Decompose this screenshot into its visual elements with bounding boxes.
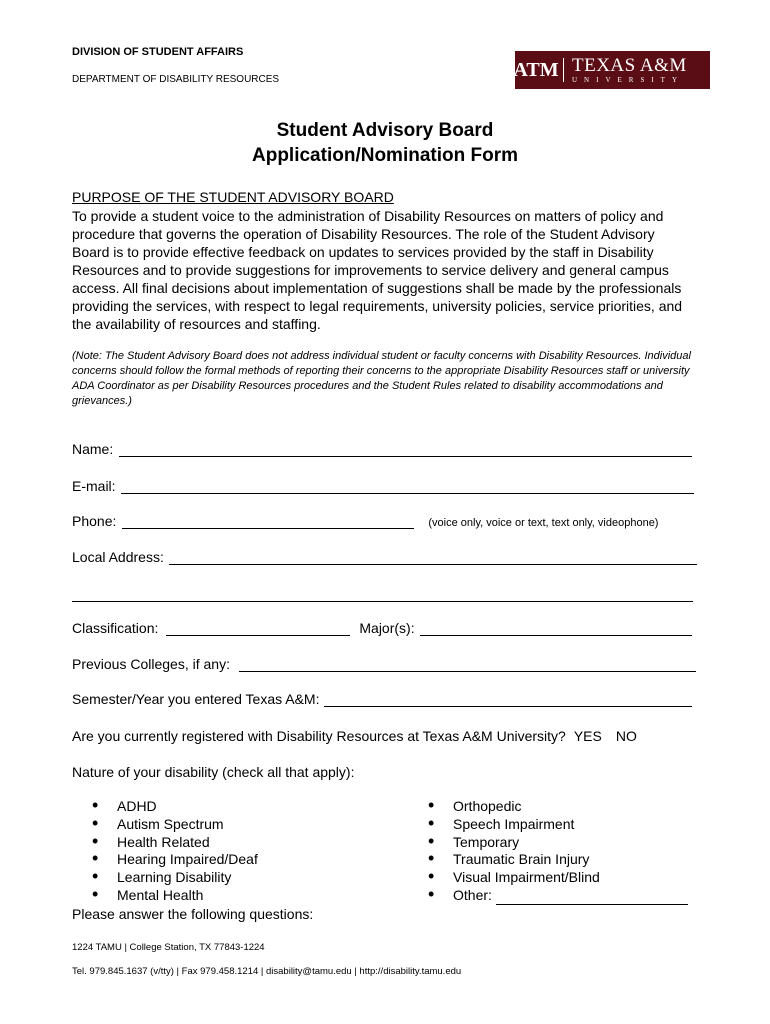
registered-row	[72, 728, 702, 744]
logo-subtitle: UNIVERSITY	[572, 75, 684, 84]
disability-option[interactable]: • Temporary	[408, 834, 708, 852]
majors-label: Major(s):	[359, 620, 415, 636]
logo-separator	[563, 58, 564, 82]
disability-option-other[interactable]	[408, 887, 708, 905]
answer-prompt: Please answer the following questions:	[72, 906, 314, 922]
majors-field[interactable]	[420, 621, 692, 636]
purpose-heading: PURPOSE OF THE STUDENT ADVISORY BOARD	[72, 189, 394, 205]
phone-options: (voice only, voice or text, text only, videophone)	[428, 517, 659, 529]
disability-option[interactable]: • Hearing Impaired/Deaf	[72, 851, 372, 869]
semester-field[interactable]	[324, 692, 692, 707]
disability-list-right	[408, 798, 708, 905]
disability-option[interactable]: • Learning Disability	[72, 869, 372, 887]
footer-contact: Tel. 979.845.1637 (v/tty) | Fax 979.458.1214 | disability@tamu.edu | http://disability.tamu.edu	[72, 966, 462, 977]
phone-label: Phone:	[72, 513, 117, 529]
registered-yes-option[interactable]: YES	[573, 728, 602, 744]
classification-field[interactable]	[166, 621, 350, 636]
registered-question: Are you currently registered with Disability Resources at Texas A&M University?	[72, 728, 566, 744]
atm-logo-mark: ATM	[513, 58, 559, 81]
email-row	[72, 478, 694, 494]
disability-option[interactable]: • Speech Impairment	[408, 816, 708, 834]
previous-colleges-row	[72, 656, 696, 672]
email-label: E-mail:	[72, 478, 116, 494]
address-row	[72, 549, 697, 565]
other-field[interactable]	[496, 890, 688, 905]
purpose-body: To provide a student voice to the administration of Disability Resources on matters of policy and procedure that governs the operation of Disability Resources. The role of the Student Advisory Board is to provide effective feedback on updates to services provided by the staff in Disability Resources and to provide suggestions for improvements to service delivery and general campus access. All final decisions about implementation of suggestions shall be made by the professionals providing the services, with respect to legal requirements, university policies, service priorities, and the availability of resources and staffing.	[72, 208, 683, 332]
disability-option[interactable]: • Traumatic Brain Injury	[408, 851, 708, 869]
other-label: Other:	[453, 886, 492, 903]
department-heading: DEPARTMENT OF DISABILITY RESOURCES	[72, 74, 280, 85]
form-title-line2: Application/Nomination Form	[252, 145, 518, 166]
logo-name: TEXAS A&M	[572, 54, 687, 76]
disability-option[interactable]: • Autism Spectrum	[72, 816, 372, 834]
semester-label: Semester/Year you entered Texas A&M:	[72, 691, 320, 707]
nature-label: Nature of your disability (check all that apply):	[72, 764, 355, 780]
footer-address: 1224 TAMU | College Station, TX 77843-1224	[72, 942, 265, 953]
disability-option[interactable]: • Orthopedic	[408, 798, 708, 816]
address-field-line1[interactable]	[169, 550, 697, 565]
previous-colleges-field[interactable]	[239, 657, 696, 672]
classification-label: Classification:	[72, 620, 159, 636]
email-field[interactable]	[121, 479, 694, 494]
tamu-logo	[515, 51, 710, 89]
division-heading: DIVISION OF STUDENT AFFAIRS	[72, 46, 244, 58]
classification-row	[72, 620, 692, 636]
registered-no-option[interactable]: NO	[615, 728, 637, 744]
disability-option[interactable]: • Mental Health	[72, 887, 372, 905]
phone-row	[72, 513, 698, 529]
name-label: Name:	[72, 441, 114, 457]
address-field-line2[interactable]	[72, 587, 693, 602]
previous-colleges-label: Previous Colleges, if any:	[72, 656, 230, 672]
disability-list-left	[72, 798, 372, 905]
address-label: Local Address:	[72, 549, 164, 565]
disability-option[interactable]: • ADHD	[72, 798, 372, 816]
disability-option[interactable]: • Health Related	[72, 834, 372, 852]
semester-row	[72, 691, 692, 707]
purpose-note: (Note: The Student Advisory Board does not address individual student or faculty concerns with Disability Resources. Individual concerns should follow the formal methods of reporting their concerns to the appropriate Disability Resources staff or university ADA Coordinator as per Disability Resources procedures and the Student Rules related to disability accommodations and grievances.)	[72, 350, 691, 407]
phone-field[interactable]	[122, 514, 414, 529]
name-field[interactable]	[119, 442, 692, 457]
disability-option[interactable]: • Visual Impairment/Blind	[408, 869, 708, 887]
form-title-line1: Student Advisory Board	[276, 120, 494, 141]
name-row	[72, 441, 692, 457]
